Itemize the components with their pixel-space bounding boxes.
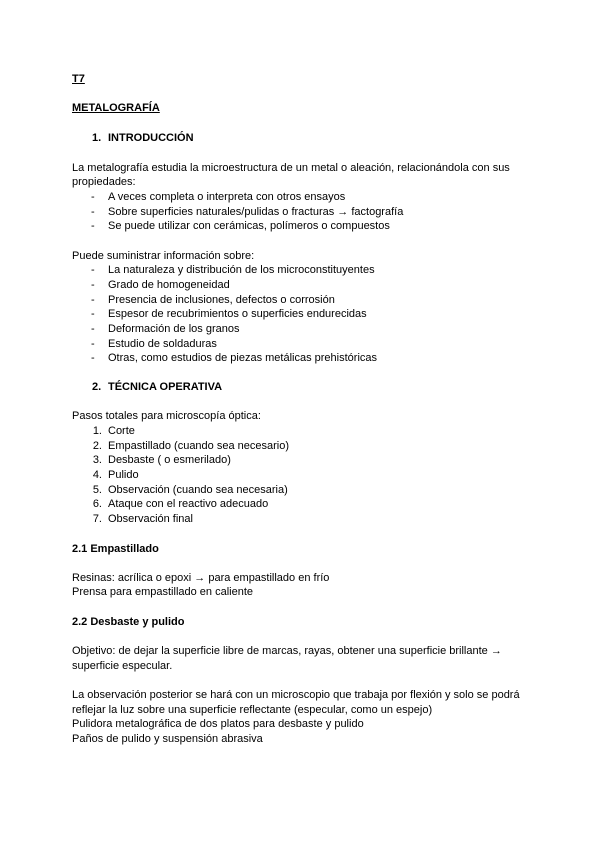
- step-item: Pulido: [108, 469, 139, 481]
- step-item: Observación (cuando sea necesaria): [108, 484, 288, 496]
- bullet-dash: -: [91, 191, 95, 203]
- bullet-item: Grado de homogeneidad: [108, 279, 230, 291]
- paragraph-line: superficie especular.: [72, 660, 173, 672]
- bullet-item: Deformación de los granos: [108, 323, 240, 335]
- bullet-item: Presencia de inclusiones, defectos o corrosión: [108, 294, 335, 306]
- bullet-item: Otras, como estudios de piezas metálicas prehistóricas: [108, 352, 378, 364]
- bullet-dash: -: [91, 264, 95, 276]
- bullet-item: Se puede utilizar con cerámicas, polímeros o compuestos: [108, 220, 390, 232]
- bullet-item: A veces completa o interpreta con otros ensayos: [108, 191, 346, 203]
- step-number: 2.: [92, 440, 102, 452]
- step-item: Empastillado (cuando sea necesario): [108, 440, 289, 452]
- step-number: 3.: [92, 454, 102, 466]
- paragraph-line: Pulidora metalográfica de dos platos para desbaste y pulido: [72, 718, 364, 730]
- paragraph-line: La observación posterior se hará con un microscopio que trabaja por flexión y solo se podrá: [72, 689, 520, 701]
- paragraph-line: reflejar la luz sobre una superficie reflectante (especular, como un espejo): [72, 704, 433, 716]
- bullet-dash: -: [91, 352, 95, 364]
- bullet-dash: -: [91, 323, 95, 335]
- step-number: 1.: [92, 425, 102, 437]
- doc-code: T7: [72, 73, 85, 85]
- bullet-dash: -: [91, 220, 95, 232]
- bullet-dash: -: [91, 308, 95, 320]
- paragraph-line: Resinas: acrílica o epoxi → para empastillado en frío: [72, 572, 330, 584]
- doc-title: METALOGRAFÍA: [72, 102, 160, 114]
- step-item: Desbaste ( o esmerilado): [108, 454, 231, 466]
- bullet-dash: -: [91, 294, 95, 306]
- bullet-dash: -: [91, 338, 95, 350]
- bullet-dash: -: [91, 206, 95, 218]
- step-number: 6.: [92, 498, 102, 510]
- bullet-dash: -: [91, 279, 95, 291]
- paragraph-line: Paños de pulido y suspensión abrasiva: [72, 733, 263, 745]
- section-2-heading: TÉCNICA OPERATIVA: [108, 381, 223, 393]
- step-number: 5.: [92, 484, 102, 496]
- section-2-number: 2.: [92, 381, 102, 393]
- section-1-heading: INTRODUCCIÓN: [108, 132, 194, 144]
- step-item: Corte: [108, 425, 135, 437]
- paragraph-line: La metalografía estudia la microestructura de un metal o aleación, relacionándola con sus: [72, 162, 510, 174]
- bullet-item: Espesor de recubrimientos o superficies endurecidas: [108, 308, 367, 320]
- paragraph-line: propiedades:: [72, 176, 136, 188]
- section-1-number: 1.: [92, 132, 102, 144]
- subsection-2-2-heading: 2.2 Desbaste y pulido: [72, 616, 185, 628]
- step-number: 4.: [92, 469, 102, 481]
- bullet-item: Sobre superficies naturales/pulidas o fracturas → factografía: [108, 206, 404, 218]
- step-number: 7.: [92, 513, 102, 525]
- subsection-2-1-heading: 2.1 Empastillado: [72, 543, 159, 555]
- paragraph-line: Pasos totales para microscopía óptica:: [72, 410, 261, 422]
- bullet-item: Estudio de soldaduras: [108, 338, 217, 350]
- paragraph-line: Objetivo: de dejar la superficie libre de marcas, rayas, obtener una superficie brillante →: [72, 645, 502, 657]
- bullet-item: La naturaleza y distribución de los microconstituyentes: [108, 264, 375, 276]
- paragraph-line: Puede suministrar información sobre:: [72, 250, 255, 262]
- step-item: Observación final: [108, 513, 193, 525]
- step-item: Ataque con el reactivo adecuado: [108, 498, 269, 510]
- paragraph-line: Prensa para empastillado en caliente: [72, 586, 254, 598]
